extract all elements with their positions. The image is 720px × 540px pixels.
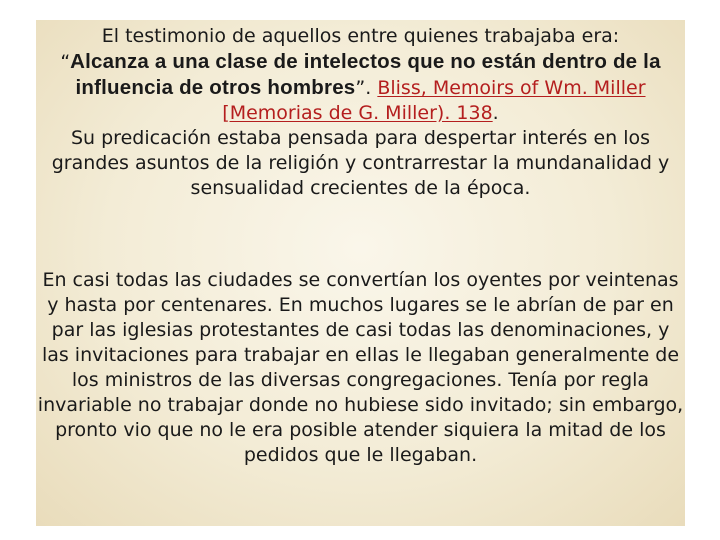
paragraph-2: En casi todas las ciudades se convertían los oyentes por veintenas y hasta por centenares. En muchos lugares se le abrían de par en par las iglesias protestantes de casi todas las denominaciones, y las invitaciones para trabajar en ellas le llegaban generalmente de los ministros de las diversas congregaciones. Tenía por regla invariable no trabajar donde no hubiese sido invitado; sin embargo, pronto vio que no le era posible atender siquiera la mitad de los pedidos que le llegaban. — [37, 269, 684, 466]
citation-period: . — [492, 102, 499, 124]
quote-close-mark: ”. — [355, 77, 378, 99]
text-panel — [36, 20, 685, 526]
intro-text: El testimonio de aquellos entre quienes trabajaba era: — [101, 25, 620, 47]
citation-link[interactable]: Bliss, Memoirs of Wm. Miller [Memorias de G. Miller). 138 — [222, 77, 646, 124]
quote-text: Alcanza a una clase de intelectos que no están dentro de la influencia de otros hombres — [70, 50, 661, 99]
continuation-text: Su predicación estaba pensada para despertar interés en los grandes asuntos de la religión y contrarrestar la mundanalidad y sensualidad crecientes de la época. — [51, 127, 670, 199]
quote-open-mark: “ — [60, 51, 71, 73]
paragraph-1 — [36, 24, 685, 201]
